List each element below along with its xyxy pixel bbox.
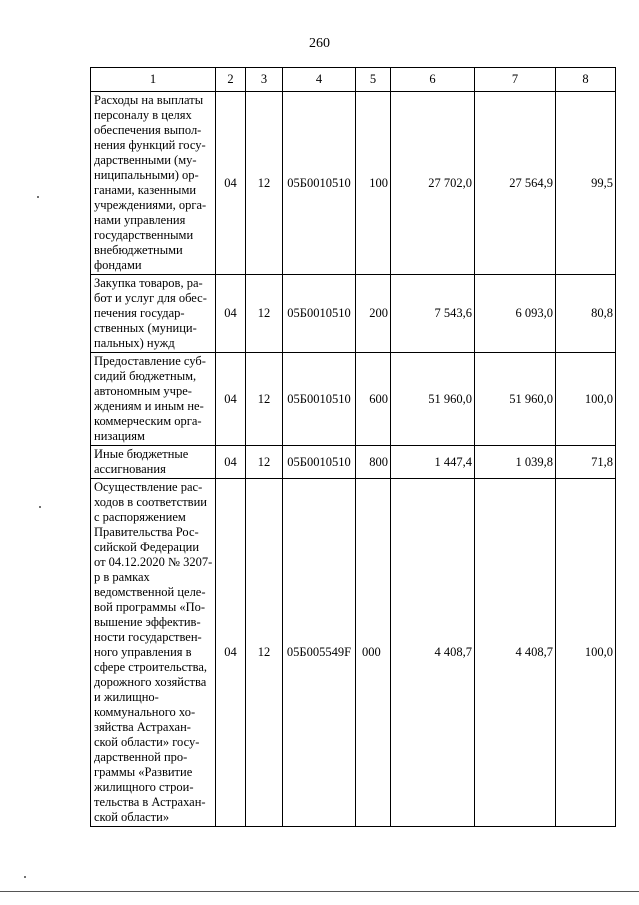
actual-amount: 27 564,9	[475, 92, 556, 275]
table-row	[91, 479, 616, 827]
actual-amount: 6 093,0	[475, 275, 556, 353]
expense-type: 000	[356, 479, 391, 827]
planned-amount: 27 702,0	[391, 92, 475, 275]
budget-table	[90, 67, 616, 827]
target-article: 05Б0010510	[283, 446, 356, 479]
scan-speck	[24, 876, 26, 878]
section-code: 04	[216, 92, 246, 275]
execution-percent: 100,0	[556, 479, 616, 827]
table-row	[91, 92, 616, 275]
execution-percent: 80,8	[556, 275, 616, 353]
scan-edge-line	[0, 891, 639, 892]
column-header: 5	[356, 68, 391, 92]
section-code: 04	[216, 446, 246, 479]
page-number: 260	[309, 36, 330, 51]
table-row	[91, 353, 616, 446]
target-article: 05Б005549F	[283, 479, 356, 827]
scan-speck	[37, 196, 39, 198]
subsection-code: 12	[246, 353, 283, 446]
table-row	[91, 275, 616, 353]
column-header: 4	[283, 68, 356, 92]
planned-amount: 7 543,6	[391, 275, 475, 353]
target-article: 05Б0010510	[283, 275, 356, 353]
column-header: 1	[91, 68, 216, 92]
execution-percent: 71,8	[556, 446, 616, 479]
actual-amount: 1 039,8	[475, 446, 556, 479]
column-header: 7	[475, 68, 556, 92]
actual-amount: 4 408,7	[475, 479, 556, 827]
column-header: 8	[556, 68, 616, 92]
expense-name: Предоставление суб-сидий бюджетным, автономным учре-ждениям и иным не-коммерческим орга-низациям	[91, 353, 216, 446]
subsection-code: 12	[246, 446, 283, 479]
section-code: 04	[216, 275, 246, 353]
expense-name: Иные бюджетные ассигнования	[91, 446, 216, 479]
target-article: 05Б0010510	[283, 92, 356, 275]
target-article: 05Б0010510	[283, 353, 356, 446]
column-header: 2	[216, 68, 246, 92]
execution-percent: 99,5	[556, 92, 616, 275]
table-row	[91, 446, 616, 479]
expense-type: 600	[356, 353, 391, 446]
subsection-code: 12	[246, 479, 283, 827]
planned-amount: 51 960,0	[391, 353, 475, 446]
expense-name: Закупка товаров, ра-бот и услуг для обес-печения государ-ственных (муници-пальных) нужд	[91, 275, 216, 353]
section-code: 04	[216, 479, 246, 827]
subsection-code: 12	[246, 92, 283, 275]
expense-type: 800	[356, 446, 391, 479]
expense-name: Расходы на выплаты персоналу в целях обеспечения выпол-нения функций госу-дарственными (му-ниципальными) ор-ганами, казенными учреждениями, орга-нами управления государственными внебюджетными фондами	[91, 92, 216, 275]
actual-amount: 51 960,0	[475, 353, 556, 446]
planned-amount: 4 408,7	[391, 479, 475, 827]
planned-amount: 1 447,4	[391, 446, 475, 479]
expense-type: 100	[356, 92, 391, 275]
column-header: 6	[391, 68, 475, 92]
section-code: 04	[216, 353, 246, 446]
execution-percent: 100,0	[556, 353, 616, 446]
subsection-code: 12	[246, 275, 283, 353]
header-row	[91, 68, 616, 92]
expense-type: 200	[356, 275, 391, 353]
expense-name: Осуществление рас-ходов в соответствии с распоряжением Правительства Рос-сийской Федерации от 04.12.2020 № 3207-р в рамках ведомственной целе-вой программы «По-вышение эффектив-ности государствен-ного управления в сфере строительства, дорожного хозяйства и жилищно-коммунального хо-зяйства Астрахан-ской области» госу-дарственной про-граммы «Развитие жилищного строи-тельства в Астрахан-ской области»	[91, 479, 216, 827]
scan-speck	[39, 506, 41, 508]
column-header: 3	[246, 68, 283, 92]
